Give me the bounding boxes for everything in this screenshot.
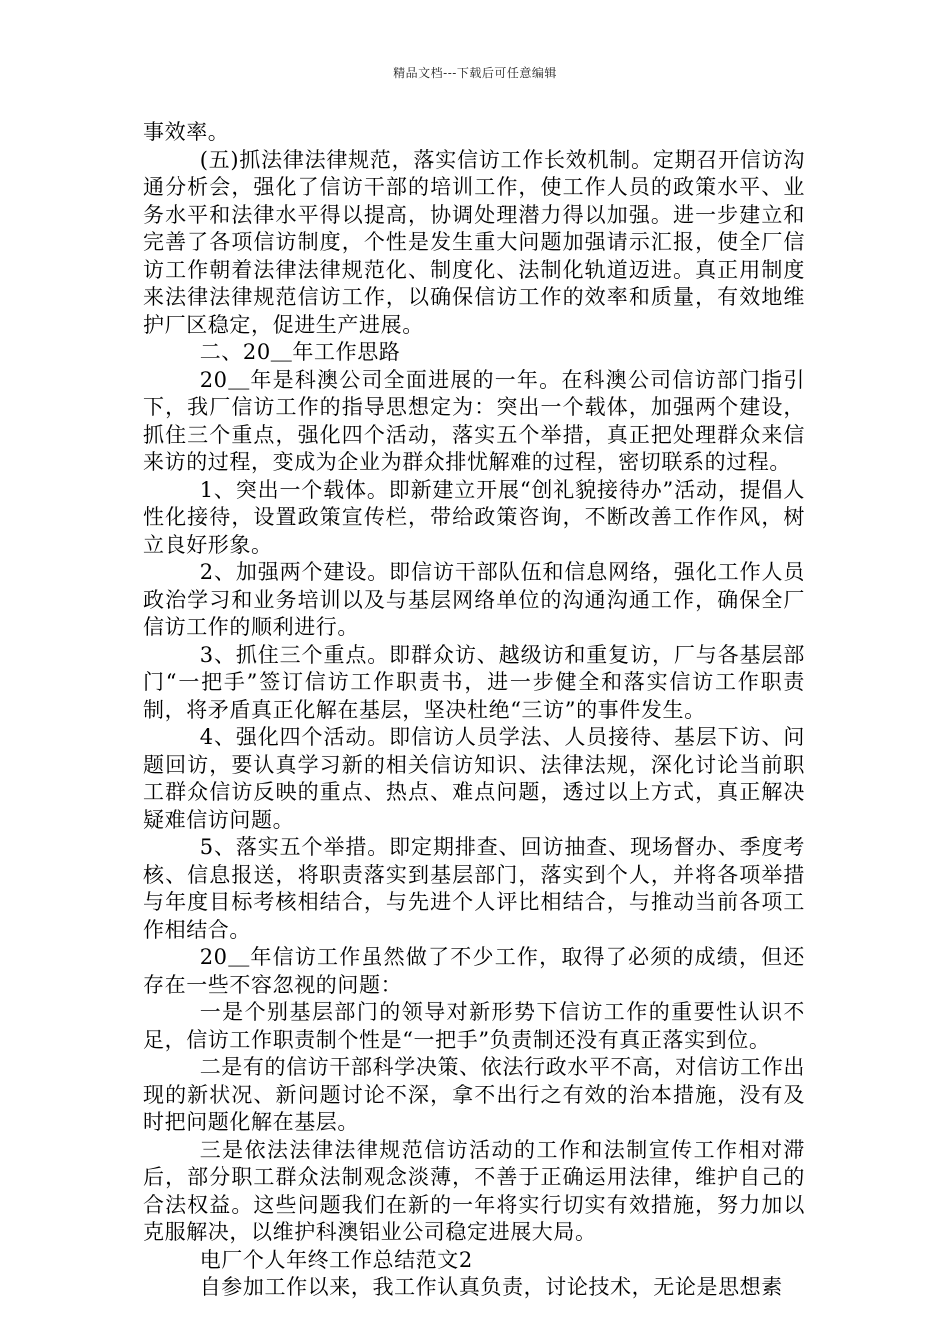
paragraph: 事效率。 (143, 120, 230, 144)
paragraph: 20＿年信访工作虽然做了不少工作，取得了必须的成绩，但还存在一些不容忽视的问题： (143, 945, 805, 997)
list-item: 1、突出一个载体。即新建立开展“创礼貌接待办”活动，提倡人性化接待，设置政策宣传栏，带给政策咨询，不断改善工作作风，树立良好形象。 (143, 477, 805, 557)
document-body (143, 119, 805, 1302)
section-heading: 二、20＿年工作思路 (199, 340, 401, 364)
paragraph: (五)抓法律法律规范，落实信访工作长效机制。定期召开信访沟通分析会，强化了信访干部的培训工作，使工作人员的政策水平、业务水平和法律水平得以提高，协调处理潜力得以加强。进一步建立和完善了各项信访制度，个性是发生重大问题加强请示汇报，使全厂信访工作朝着法律法律规范化、制度化、法制化轨道迈进。真正用制度来法律法律规范信访工作，以确保信访工作的效率和质量，有效地维护厂区稳定，促进生产进展。 (143, 147, 805, 337)
list-item: 5、落实五个举措。即定期排查、回访抽查、现场督办、季度考核、信息报送，将职责落实到基层部门，落实到个人，并将各项举措与年度目标考核相结合，与先进个人评比相结合，与推动当前各项工作相结合。 (143, 835, 805, 942)
list-item: 3、抓住三个重点。即群众访、越级访和重复访，厂与各基层部门“一把手”签订信访工作职责书，进一步健全和落实信访工作职责制，将矛盾真正化解在基层，坚决杜绝“三访”的事件发生。 (143, 642, 805, 722)
list-item: 2、加强两个建设。即信访干部队伍和信息网络，强化工作人员政治学习和业务培训以及与基层网络单位的沟通沟通工作，确保全厂信访工作的顺利进行。 (143, 560, 805, 639)
paragraph: 二是有的信访干部科学决策、依法行政水平不高，对信访工作出现的新状况、新问题讨论不深，拿不出行之有效的治本措施，没有及时把问题化解在基层。 (143, 1055, 805, 1134)
paragraph: 一是个别基层部门的领导对新形势下信访工作的重要性认识不足，信访工作职责制个性是“一把手”负责制还没有真正落实到位。 (143, 1000, 805, 1052)
paragraph: 自参加工作以来，我工作认真负责，讨论技术，无论是思想素 (199, 1275, 783, 1299)
document-title: 电厂个人年终工作总结范文2 (199, 1247, 473, 1272)
paragraph: 20＿年是科澳公司全面进展的一年。在科澳公司信访部门指引下，我厂信访工作的指导思想定为：突出一个载体，加强两个建设，抓住三个重点，强化四个活动，落实五个举措，真正把处理群众来信来访的过程，变成为企业为群众排忧解难的过程，密切联系的过程。 (143, 367, 805, 474)
page-header: 精品文档---下载后可任意编辑 (393, 66, 557, 80)
paragraph: 三是依法法律法律规范信访活动的工作和法制宣传工作相对滞后，部分职工群众法制观念淡薄，不善于正确运用法律，维护自己的合法权益。这些问题我们在新的一年将实行切实有效措施，努力加以克服解决，以维护科澳铝业公司稳定进展大局。 (143, 1137, 805, 1244)
list-item: 4、强化四个活动。即信访人员学法、人员接待、基层下访、问题回访，要认真学习新的相关信访知识、法律法规，深化讨论当前职工群众信访反映的重点、热点、难点问题，透过以上方式，真正解决疑难信访问题。 (143, 725, 805, 832)
